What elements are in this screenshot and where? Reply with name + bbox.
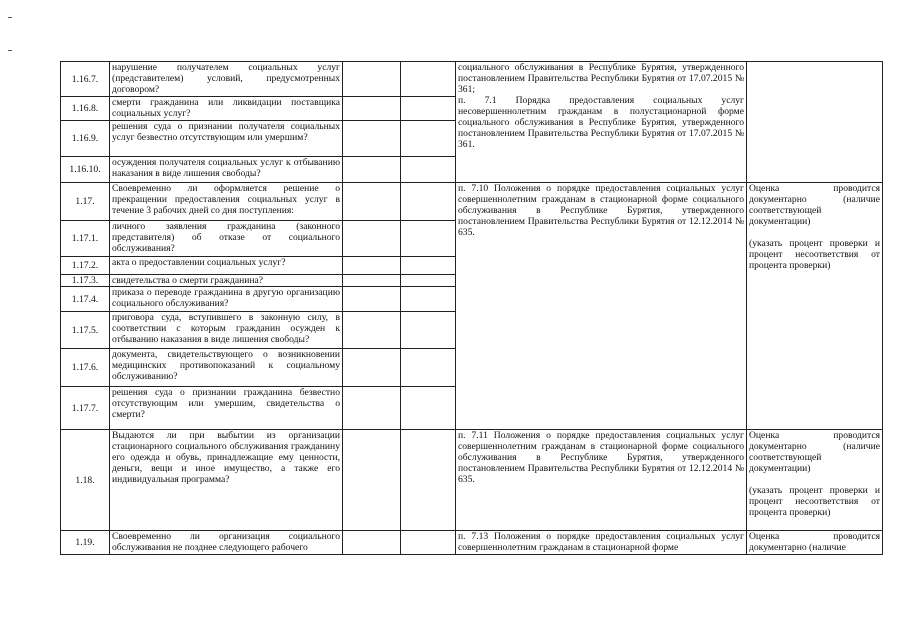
row-number: 1.16.7. [61,62,110,97]
reference-text: п. 7.11 Положения о порядке предоставления социальных услуг совершеннолетним гражданам в стационарной форме социального обслуживания в Республике Бурятия, утвержденного постановлением Правительства Республики Бурятия от 12.12.2014 № 635. [458,430,744,485]
question-text: Своевременно ли оформляется решение о прекращении предоставления социальных услуг в течение 3 рабочих дней со дня поступления: [110,183,343,221]
row-number: 1.17.6. [61,349,110,387]
answer-cell [343,157,401,183]
answer-cell [343,97,401,121]
answer-cell [401,97,456,121]
question-text: нарушение получателем социальных услуг (представителем) условий, предусмотренных договором? [110,62,343,97]
note-cell [747,531,883,555]
question-text: решения суда о признании гражданина безвестно отсутствующим или умершим, свидетельства о смерти? [110,387,343,430]
row-number: 1.17.2. [61,257,110,275]
row-number: 1.17.3. [61,275,110,287]
reference-cell [456,430,747,531]
answer-cell [343,287,401,312]
answer-cell [343,183,401,221]
margin-mark-bottom [8,50,12,51]
row-number: 1.18. [61,430,110,531]
answer-cell [343,275,401,287]
note-text: Оценка проводится документарно (наличие [749,531,880,553]
question-text: приказа о переводе гражданина в другую организацию социального обслуживания? [110,287,343,312]
reference-cell [456,531,747,555]
answer-cell [401,287,456,312]
question-text: акта о предоставлении социальных услуг? [110,257,343,275]
reference-text: п. 7.1 Порядка предоставления социальных услуг несовершеннолетним гражданам в полустационарной форме социального обслуживания в Республике Бурятия, утвержденного постановлением Правительства Республики Бурятия от 17.07.2015 № 361. [458,95,744,150]
reference-cell [456,183,747,430]
answer-cell [343,531,401,555]
answer-cell [401,275,456,287]
answer-cell [343,121,401,157]
answer-cell [343,387,401,430]
answer-cell [401,221,456,257]
note-cell [747,62,883,183]
answer-cell [401,183,456,221]
question-text: документа, свидетельствующего о возникновении медицинских противопоказаний к социальному обслуживанию? [110,349,343,387]
question-text: свидетельства о смерти гражданина? [110,275,343,287]
table-row [61,531,883,555]
note-cell [747,183,883,430]
answer-cell [343,62,401,97]
question-text: смерти гражданина или ликвидации поставщика социальных услуг? [110,97,343,121]
reference-text: социального обслуживания в Республике Бурятия, утвержденного постановлением Правительства Республики Бурятия от 17.07.2015 № 361; [458,62,744,95]
answer-cell [343,312,401,349]
margin-mark-top [8,17,12,18]
question-text: Выдаются ли при выбытии из организации стационарного социального обслуживания гражданину его одежда и обувь, принадлежащие ему ценности, деньги, вещи и иное имущество, а также его индивидуальная программа? [110,430,343,531]
table-row [61,183,883,221]
answer-cell [343,221,401,257]
table-row [61,430,883,531]
answer-cell [401,349,456,387]
answer-cell [401,257,456,275]
row-number: 1.16.10. [61,157,110,183]
question-text: осуждения получателя социальных услуг к отбыванию наказания в виде лишения свободы? [110,157,343,183]
question-text: личного заявления гражданина (законного представителя) об отказе от социального обслуживания? [110,221,343,257]
answer-cell [401,387,456,430]
answer-cell [401,157,456,183]
answer-cell [401,531,456,555]
checklist-table [60,61,883,555]
question-text: приговора суда, вступившего в законную силу, в соответствии с которым гражданин осужден к отбыванию наказания в виде лишения свободы? [110,312,343,349]
row-number: 1.17.7. [61,387,110,430]
answer-cell [401,312,456,349]
row-number: 1.19. [61,531,110,555]
answer-cell [343,430,401,531]
answer-cell [401,62,456,97]
note-cell [747,430,883,531]
answer-cell [401,430,456,531]
table-row [61,62,883,97]
note-text: (указать процент проверки и процент несоответствия от процента проверки) [749,238,880,271]
question-text: Своевременно ли организация социального обслуживания не позднее следующего рабочего [110,531,343,555]
reference-text: п. 7.13 Положения о порядке предоставления социальных услуг совершеннолетним гражданам в стационарной форме [458,531,744,553]
answer-cell [343,257,401,275]
note-text: Оценка проводится документарно (наличие соответствующей документации) [749,183,880,227]
row-number: 1.17.1. [61,221,110,257]
row-number: 1.17.4. [61,287,110,312]
row-number: 1.16.9. [61,121,110,157]
reference-cell [456,62,747,183]
row-number: 1.16.8. [61,97,110,121]
row-number: 1.17. [61,183,110,221]
question-text: решения суда о признании получателя социальных услуг безвестно отсутствующим или умершим? [110,121,343,157]
answer-cell [401,121,456,157]
note-text: (указать процент проверки и процент несоответствия от процента проверки) [749,485,880,518]
note-text: Оценка проводится документарно (наличие соответствующей документации) [749,430,880,474]
answer-cell [343,349,401,387]
row-number: 1.17.5. [61,312,110,349]
reference-text: п. 7.10 Положения о порядке предоставления социальных услуг совершеннолетним гражданам в стационарной форме социального обслуживания в Республике Бурятия, утвержденного постановлением Правительства Республики Бурятия от 12.12.2014 № 635. [458,183,744,238]
